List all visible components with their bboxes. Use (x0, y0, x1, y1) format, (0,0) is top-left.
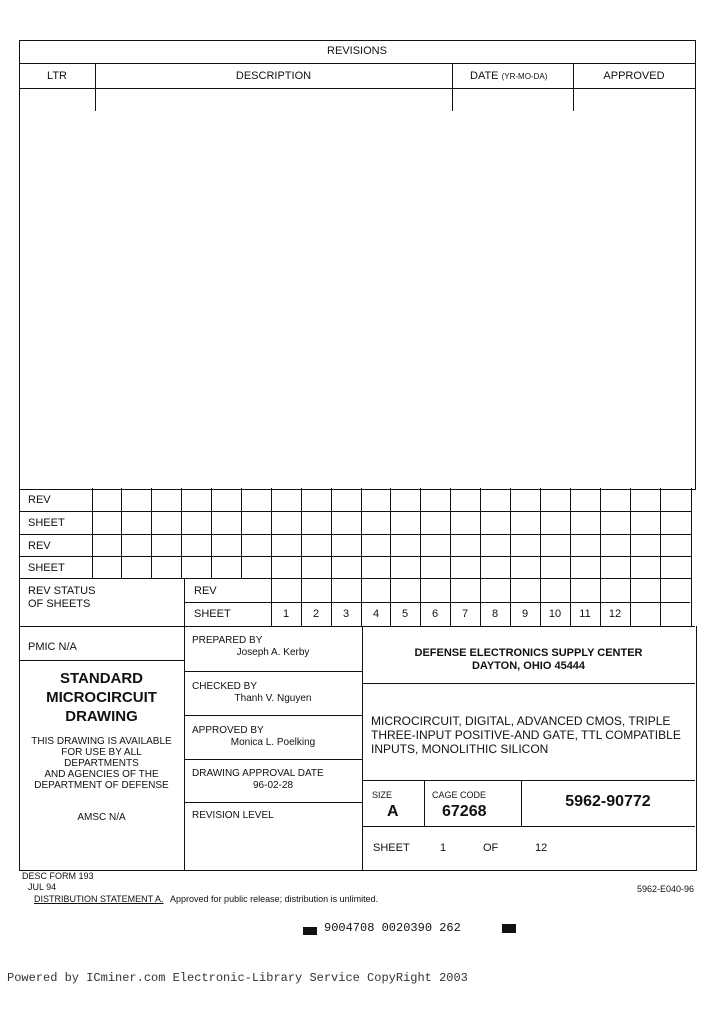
sheet-number-cell: 3 (342, 608, 350, 620)
rev-grid-divider (480, 488, 481, 578)
rev-grid-row-label: REV (28, 540, 51, 552)
rev-grid-divider (450, 488, 451, 578)
drawing-description: INPUTS, MONOLITHIC SILICON (371, 742, 549, 756)
availability-text: THIS DRAWING IS AVAILABLE (31, 736, 172, 747)
col-ltr: LTR (47, 70, 67, 82)
rev-grid-divider (390, 488, 391, 578)
rev-grid-divider (271, 488, 272, 578)
form-date: JUL 94 (28, 882, 57, 892)
rev-grid-row-label: REV (28, 494, 51, 506)
sheet-number-cell: 9 (521, 608, 529, 620)
form-number: 5962-E040-96 (637, 884, 695, 894)
availability-text: DEPARTMENT OF DEFENSE (34, 780, 169, 791)
rev-grid (19, 488, 692, 578)
drawing-title: STANDARD (59, 670, 144, 687)
approval-date-value: 96-02-28 (252, 780, 294, 791)
rev-grid-row-label: SHEET (28, 562, 65, 574)
size-label: SIZE (372, 790, 393, 800)
checked-by-name: Thanh V. Nguyen (234, 693, 312, 704)
sheet-number-cell: 6 (431, 608, 439, 620)
rev-grid-divider (570, 488, 571, 578)
drawing-description: THREE-INPUT POSITIVE-AND GATE, TTL COMPATIBLE (371, 728, 681, 742)
barcode-left-block (303, 927, 317, 935)
prepared-by-name: Joseph A. Kerby (236, 647, 310, 658)
col-date-label: DATE (470, 70, 499, 82)
pmic-label: PMIC N/A (28, 641, 77, 653)
size-value: A (387, 803, 399, 820)
sheet-number-cell: 11 (579, 608, 591, 620)
drawing-description: MICROCIRCUIT, DIGITAL, ADVANCED CMOS, TRIPLE (371, 714, 671, 728)
barcode-right-block (502, 924, 516, 933)
approved-by-name: Monica L. Poelking (230, 737, 316, 748)
rev-grid-divider (600, 488, 601, 578)
rev-status-rev-label: REV (194, 585, 217, 597)
rev-grid-divider (241, 488, 242, 578)
powered-by: Powered by ICminer.com Electronic-Library Service CopyRight 2003 (7, 971, 468, 985)
agency-name: DEFENSE ELECTRONICS SUPPLY CENTER (414, 647, 643, 659)
rev-status-divider (660, 578, 661, 626)
availability-text: FOR USE BY ALL (61, 747, 142, 758)
cage-code-label: CAGE CODE (432, 790, 487, 800)
distribution-text: Approved for public release; distribution is unlimited. (170, 894, 379, 904)
col-description: DESCRIPTION (235, 70, 312, 82)
rev-grid-divider (540, 488, 541, 578)
form-label: DESC FORM 193 (22, 871, 94, 881)
rev-grid-divider (181, 488, 182, 578)
agency-address: DAYTON, OHIO 45444 (471, 660, 586, 672)
col-approved: APPROVED (603, 70, 665, 82)
drawing-title: MICROCIRCUIT (46, 689, 157, 706)
rev-grid-divider (121, 488, 122, 578)
drawing-title: DRAWING (65, 708, 138, 725)
sheet-number-cell: 4 (372, 608, 380, 620)
rev-grid-divider (151, 488, 152, 578)
distribution-statement (34, 894, 378, 904)
col-date (470, 70, 547, 83)
rev-grid-divider (630, 488, 631, 578)
sheet-number-cell: 8 (491, 608, 499, 620)
revisions-table (19, 40, 696, 490)
sheet-number-cell: 10 (548, 608, 562, 620)
prepared-by-label: PREPARED BY (192, 635, 263, 646)
total-sheets: 12 (535, 842, 548, 854)
rev-grid-divider (92, 488, 93, 578)
col-date-format: (YR-MO-DA) (501, 72, 548, 81)
barcode-text: 9004708 0020390 262 (324, 921, 461, 935)
rev-status-label: REV STATUS (28, 585, 96, 597)
rev-grid-divider (420, 488, 421, 578)
revision-level-label: REVISION LEVEL (192, 810, 274, 821)
availability-text: DEPARTMENTS (64, 758, 139, 769)
rev-grid-divider (510, 488, 511, 578)
distribution-label: DISTRIBUTION STATEMENT A. (34, 894, 164, 904)
approval-date-label: DRAWING APPROVAL DATE (192, 768, 324, 779)
rev-grid-divider (361, 488, 362, 578)
drawing-number: 5962-90772 (565, 793, 651, 810)
rev-status-divider (630, 578, 631, 626)
rev-grid-divider (301, 488, 302, 578)
rev-status-sheet-label: SHEET (194, 608, 231, 620)
sheet-number: 1 (440, 842, 447, 854)
sheet-number-cell: 1 (282, 608, 290, 620)
sheet-number-cell: 2 (312, 608, 320, 620)
cage-code-value: 67268 (442, 803, 487, 820)
rev-grid-row-label: SHEET (28, 517, 65, 529)
sheet-number-cell: 7 (461, 608, 469, 620)
approved-by-label: APPROVED BY (192, 725, 264, 736)
revisions-title: REVISIONS (327, 45, 387, 57)
sheet-number-cell: 5 (401, 608, 409, 620)
checked-by-label: CHECKED BY (192, 681, 258, 692)
rev-grid-divider (331, 488, 332, 578)
sheet-label: SHEET (373, 842, 410, 854)
availability-text: AND AGENCIES OF THE (44, 769, 159, 780)
rev-status-label: OF SHEETS (28, 598, 91, 610)
rev-grid-divider (211, 488, 212, 578)
sheet-number-cell: 12 (608, 608, 622, 620)
rev-grid-divider (660, 488, 661, 578)
of-label: OF (483, 842, 499, 854)
amsc-label: AMSC N/A (77, 812, 126, 823)
